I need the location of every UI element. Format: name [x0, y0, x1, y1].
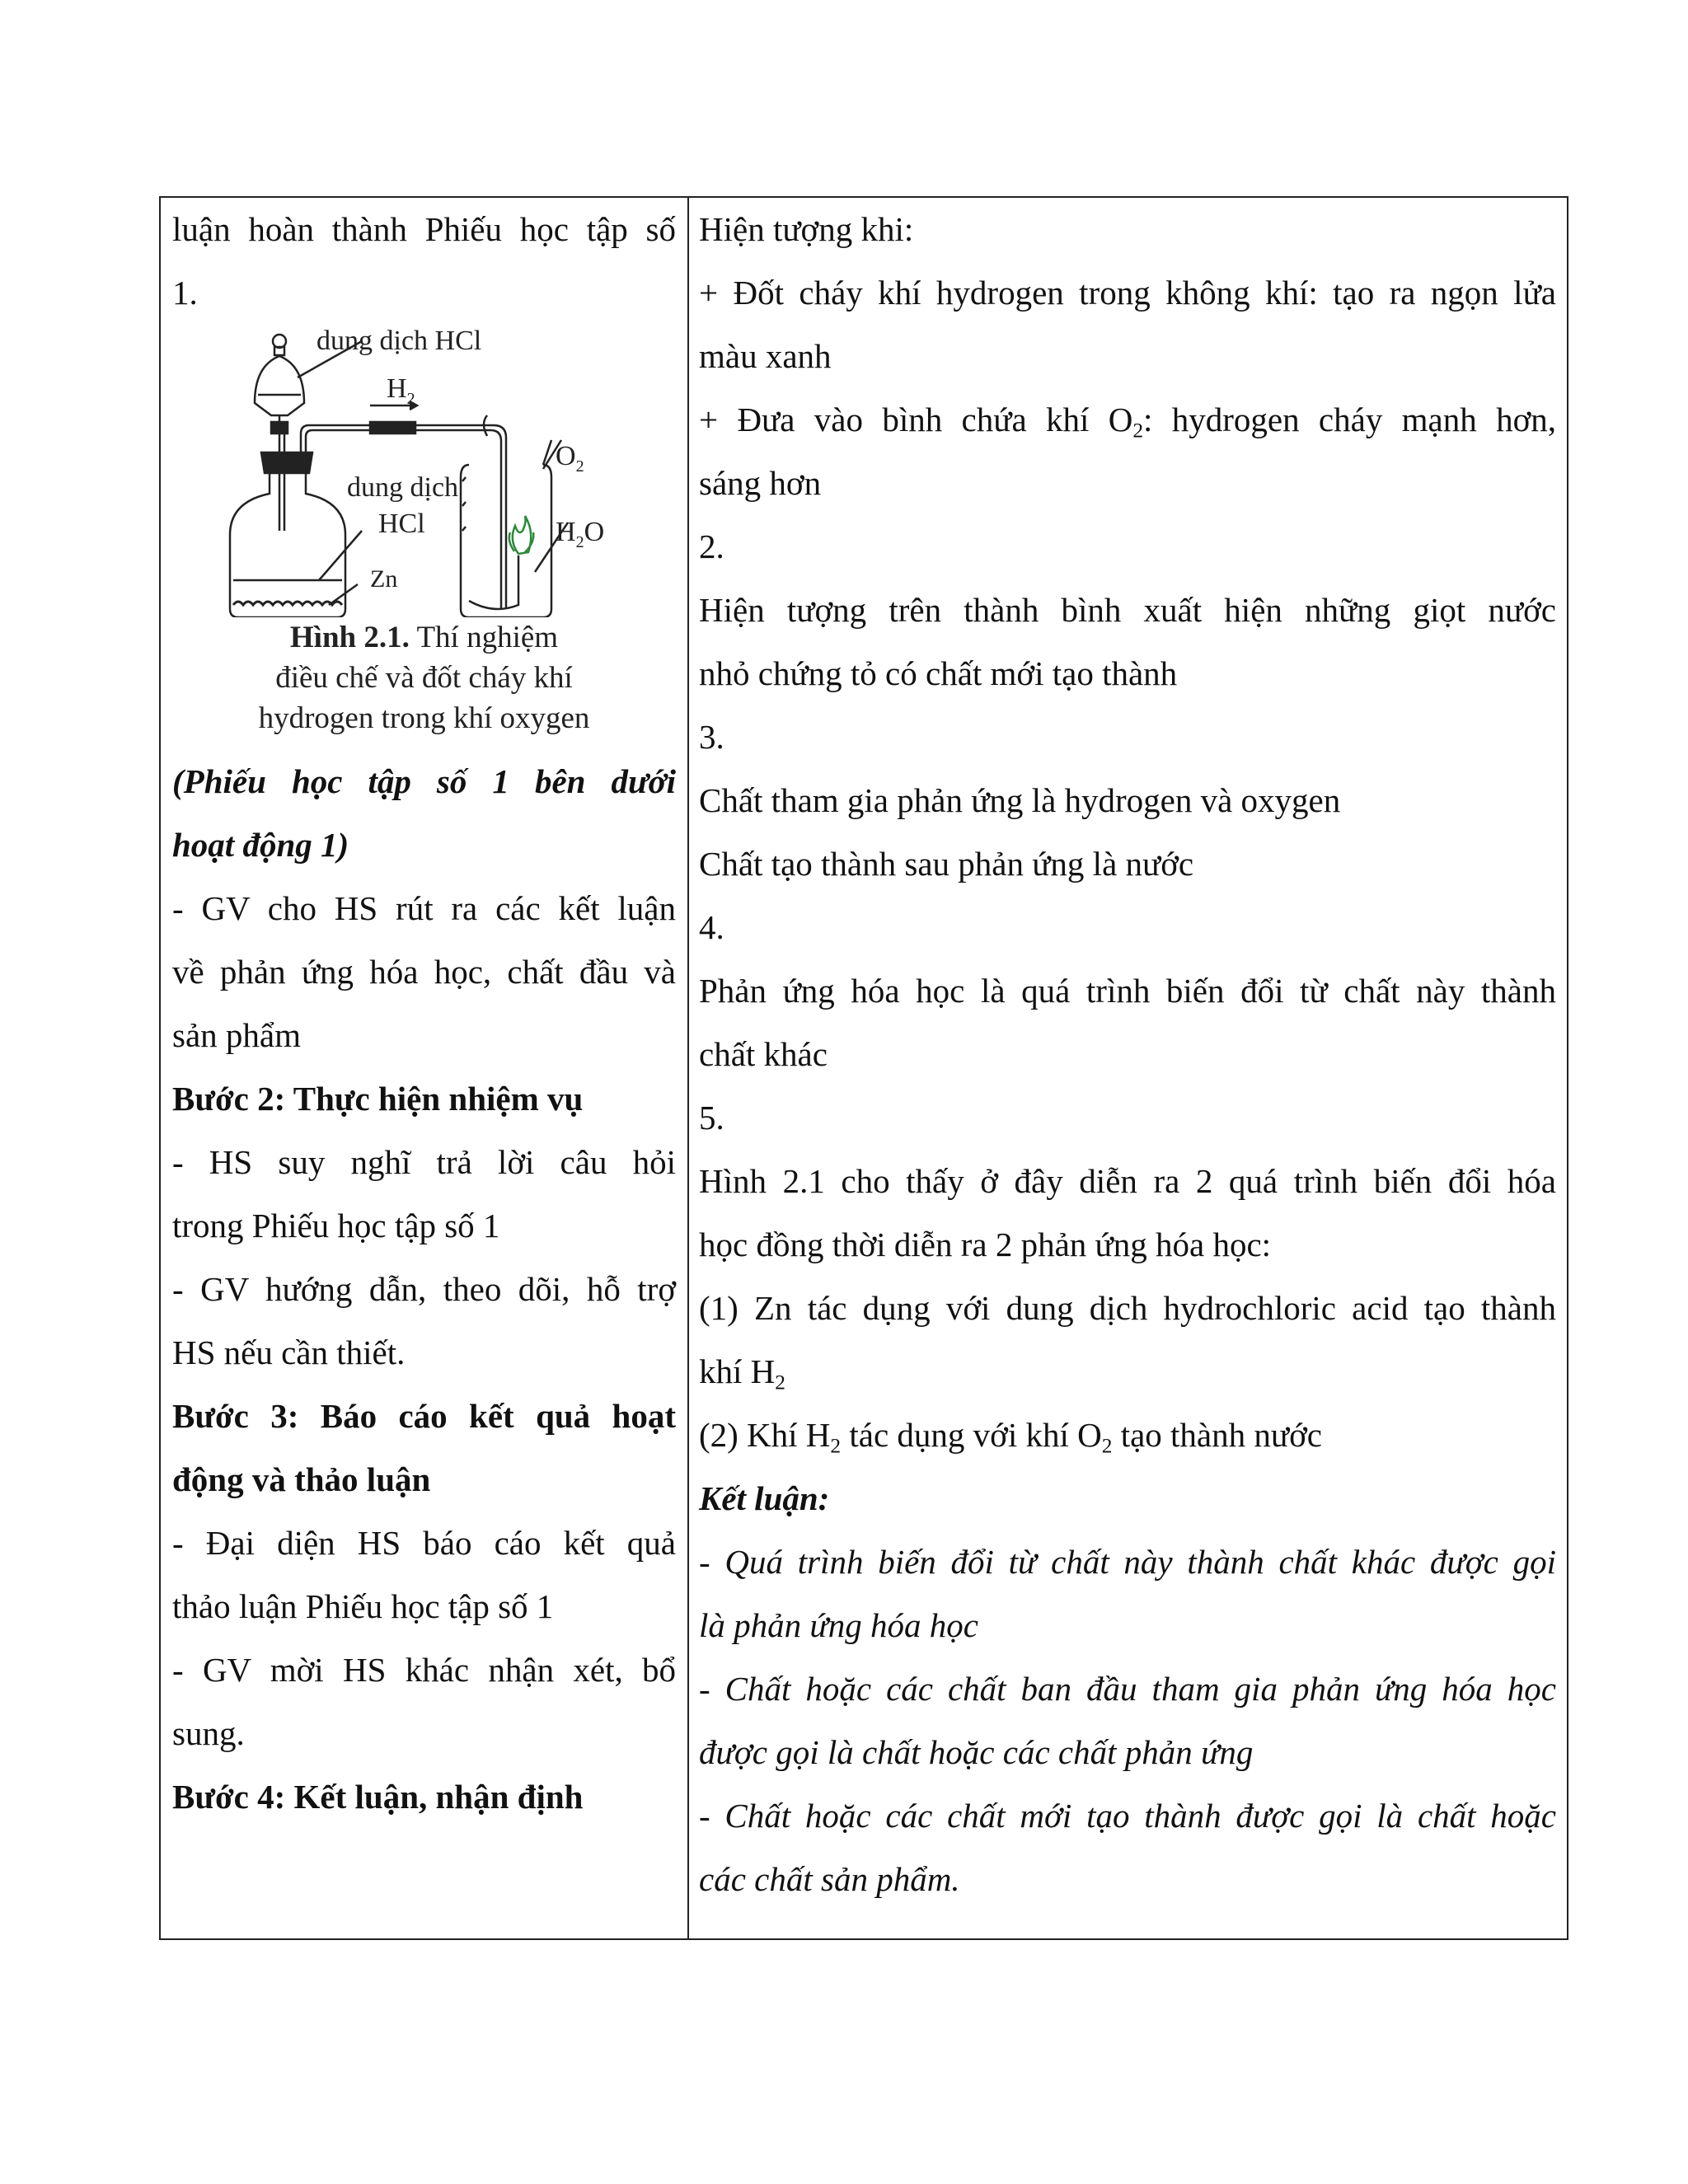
- step-heading: Bước 3: Báo cáo kết quả hoạt: [172, 1397, 676, 1435]
- left-line: - GV mời HS khác nhận xét, bổ: [172, 1651, 676, 1689]
- right-line: Hiện tượng trên thành bình xuất hiện những giọt nước: [699, 591, 1556, 629]
- right-column: [699, 198, 1556, 1911]
- label-h2-sub: 2: [406, 390, 415, 408]
- label-h2: H: [387, 373, 407, 404]
- label-h2o-sub: 2: [575, 533, 584, 551]
- label-o2-sub: 2: [575, 457, 584, 476]
- caption-line: điều chế và đốt cháy khí: [275, 661, 573, 695]
- right-line: [699, 388, 1556, 452]
- left-line: - GV hướng dẫn, theo dõi, hỗ trợ: [172, 1270, 676, 1308]
- left-column: [172, 198, 676, 1829]
- right-text: tác dụng với khí O: [841, 1416, 1102, 1454]
- subscript: 2: [830, 1434, 842, 1458]
- left-line: thảo luận Phiếu học tập số 1: [172, 1587, 554, 1625]
- left-line: về phản ứng hóa học, chất đầu và: [172, 953, 676, 991]
- step-heading: Bước 4: Kết luận, nhận định: [172, 1778, 584, 1816]
- left-line: 1.: [172, 274, 198, 312]
- label-h2o-b: O: [584, 517, 605, 547]
- note-line: (Phiếu học tập số 1 bên dưới: [172, 762, 676, 800]
- conclusion-line: - Chất hoặc các chất mới tạo thành được gọi là chất hoặc: [699, 1797, 1556, 1835]
- label-hcl-mid-1: dung dịch: [347, 472, 459, 503]
- label-o2: O: [556, 441, 576, 471]
- apparatus-diagram: [222, 325, 650, 617]
- right-line: Hình 2.1 cho thấy ở đây diễn ra 2 quá trình biến đổi hóa: [699, 1162, 1556, 1200]
- right-text: khí H: [699, 1352, 776, 1390]
- label-h2o-a: H: [556, 517, 576, 547]
- column-divider: [687, 198, 689, 1938]
- right-line: (1) Zn tác dụng với dung dịch hydrochloric acid tạo thành: [699, 1289, 1556, 1327]
- subscript: 2: [1132, 419, 1144, 443]
- note-line: hoạt động 1): [172, 826, 349, 864]
- right-line: chất khác: [699, 1035, 828, 1073]
- right-line: 4.: [699, 908, 724, 946]
- right-line: 3.: [699, 718, 724, 756]
- conclusion-line: - Chất hoặc các chất ban đầu tham gia phản ứng hóa học: [699, 1670, 1556, 1708]
- right-line: Chất tham gia phản ứng là hydrogen và oxygen: [699, 781, 1341, 819]
- right-line: sáng hơn: [699, 464, 822, 502]
- svg-text:H2O: [556, 517, 604, 551]
- right-line: màu xanh: [699, 337, 832, 375]
- subscript: 2: [775, 1371, 785, 1394]
- conclusion-line: - Quá trình biến đổi từ chất này thành chất khác được gọi: [699, 1543, 1556, 1581]
- label-zn: Zn: [370, 565, 398, 593]
- right-line: học đồng thời diễn ra 2 phản ứng hóa học:: [699, 1226, 1272, 1263]
- right-text: (2) Khí H: [699, 1416, 831, 1454]
- right-line: Hiện tượng khi:: [699, 210, 914, 248]
- conclusion-line: là phản ứng hóa học: [699, 1606, 978, 1644]
- experiment-figure: [172, 325, 676, 617]
- right-line: Phản ứng hóa học là quá trình biến đổi từ chất này thành: [699, 972, 1556, 1010]
- left-line: - HS suy nghĩ trả lời câu hỏi: [172, 1143, 676, 1181]
- conclusion-line: được gọi là chất hoặc các chất phản ứng: [699, 1733, 1254, 1771]
- subscript: 2: [1101, 1434, 1113, 1458]
- figure-caption: [172, 617, 676, 738]
- right-line: 5.: [699, 1099, 724, 1137]
- svg-text:O2: [556, 441, 584, 476]
- label-hcl-mid-2: HCl: [378, 509, 425, 539]
- caption-title: Hình 2.1.: [289, 621, 410, 654]
- step-heading: Bước 2: Thực hiện nhiệm vụ: [172, 1080, 584, 1118]
- right-line: 2.: [699, 527, 724, 565]
- right-line: nhỏ chứng tỏ có chất mới tạo thành: [699, 654, 1178, 692]
- caption-line: hydrogen trong khí oxygen: [258, 701, 590, 735]
- conclusion-line: các chất sản phẩm.: [699, 1860, 960, 1898]
- caption-text: Thí nghiệm: [409, 621, 559, 654]
- right-line: + Đốt cháy khí hydrogen trong không khí: tạo ra ngọn lửa: [699, 274, 1556, 312]
- right-line: Chất tạo thành sau phản ứng là nước: [699, 845, 1194, 883]
- lesson-table: [159, 196, 1568, 1940]
- right-line: [699, 1340, 1556, 1404]
- left-line: - Đại diện HS báo cáo kết quả: [172, 1524, 676, 1562]
- left-line: trong Phiếu học tập số 1: [172, 1207, 500, 1244]
- left-line: sung.: [172, 1714, 245, 1752]
- svg-text:H2: [387, 373, 415, 408]
- left-line: sản phẩm: [172, 1016, 301, 1054]
- conclusion-heading: Kết luận:: [699, 1479, 830, 1517]
- right-text: tạo thành nước: [1112, 1416, 1322, 1454]
- label-hcl-top: dung dịch HCl: [316, 326, 482, 356]
- right-text: + Đưa vào bình chứa khí O: [699, 401, 1133, 438]
- right-line: [699, 1404, 1556, 1467]
- left-line: - GV cho HS rút ra các kết luận: [172, 889, 676, 927]
- step-heading: động và thảo luận: [172, 1460, 431, 1498]
- left-line: luận hoàn thành Phiếu học tập số: [172, 210, 676, 248]
- right-text: : hydrogen cháy mạnh hơn,: [1143, 401, 1556, 438]
- left-line: HS nếu cần thiết.: [172, 1333, 406, 1371]
